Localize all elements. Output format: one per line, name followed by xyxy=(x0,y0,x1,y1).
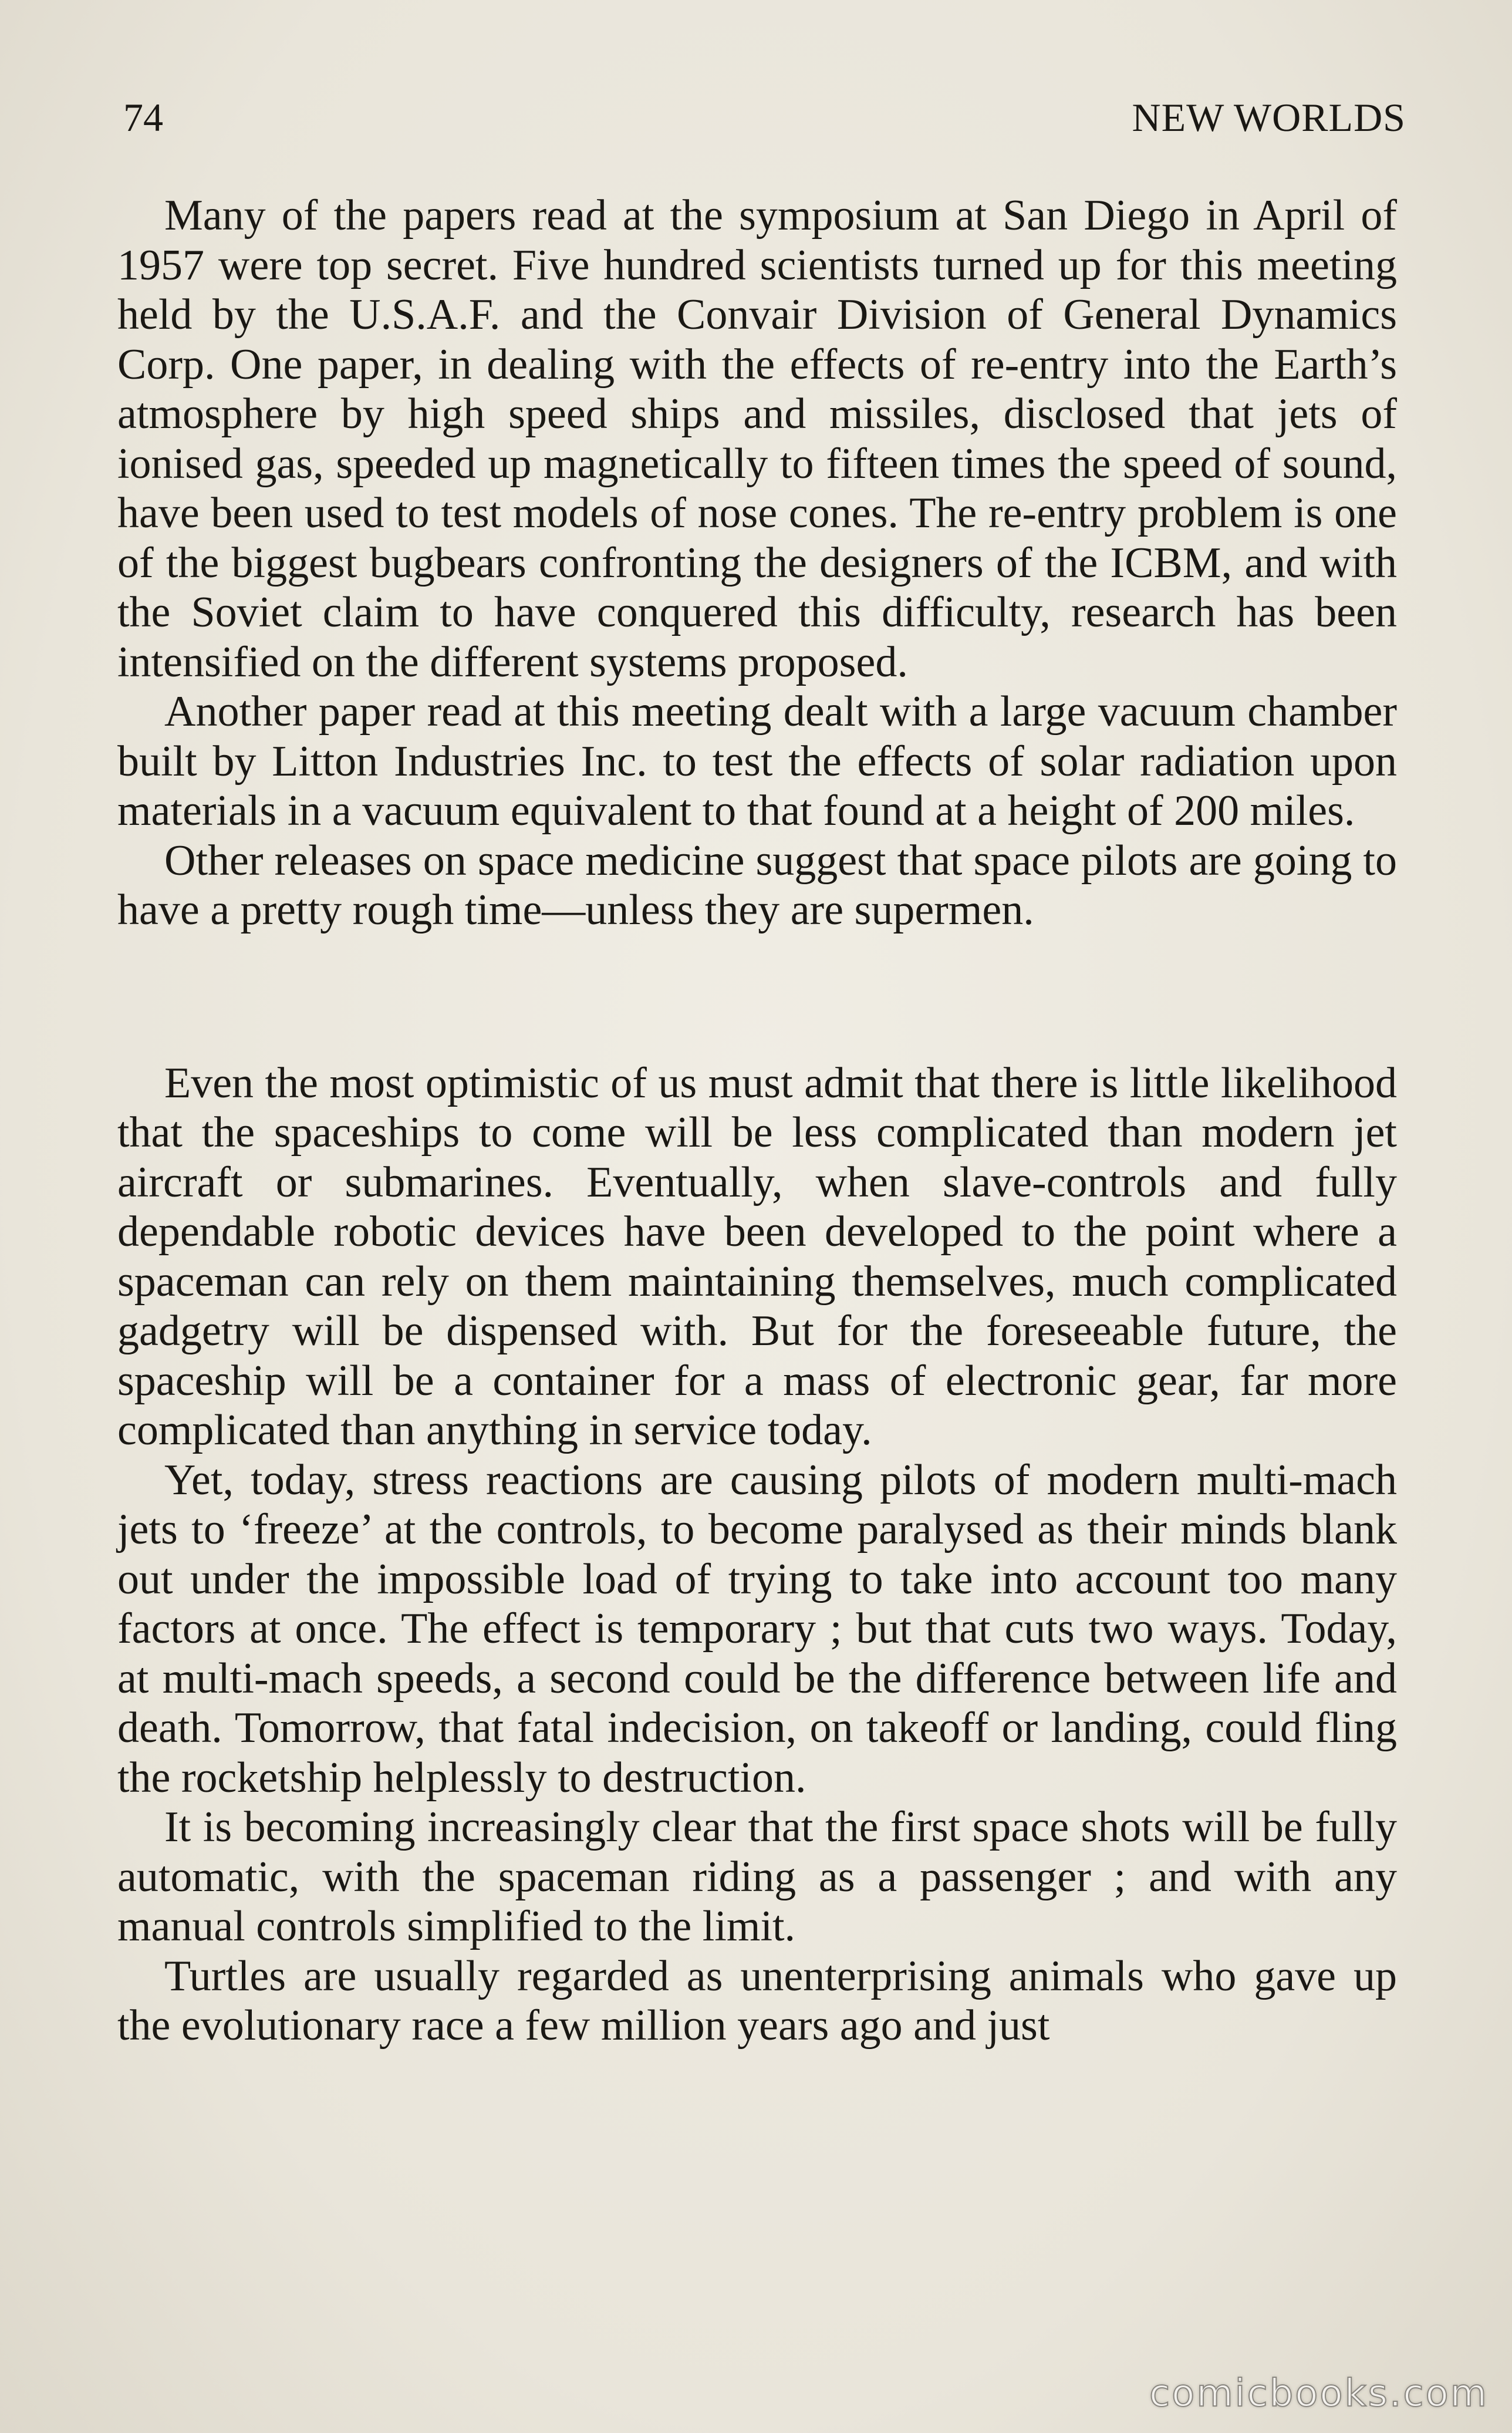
section-break xyxy=(117,935,1397,1059)
paragraph-automatic-shots: It is becoming increasingly clear that the first space shots will be fully automatic, with the spaceman riding as a passenger ; and with any manual controls simplified to the limit. xyxy=(117,1803,1397,1950)
site-watermark: comicbooks.com xyxy=(1149,2372,1489,2415)
paragraph-stress-reactions: Yet, today, stress reactions are causing pilots of modern multi-mach jets to ‘freeze’ at the controls, to become paralysed as their minds blank out under the impossible load of trying to take into account too many factors at once. The effect is temporary ; but that cuts two ways. Today, at multi-mach speeds, a second could be the difference between life and death. Tomorrow, that fatal indecision, on takeoff or landing, could fling the rocketship helplessly to destruction. xyxy=(117,1455,1397,1802)
paragraph-symposium: Many of the papers read at the symposium at San Diego in April of 1957 were top secret. Five hundred scientists turned up for this meeting held by the U.S.A.F. and the Convair Division of General Dynamics Corp. One paper, in dealing with the effects of re-entry into the Earth’s atmosphere by high speed ships and missiles, disclosed that jets of ionised gas, speeded up magnetically to fifteen times the speed of sound, have been used to test models of nose cones. The re-entry problem is one of the biggest bugbears confronting the designers of the ICBM, and with the Soviet claim to have conquered this difficulty, research has been intensified on the different systems proposed. xyxy=(117,191,1397,686)
paragraph-spaceship-complexity: Even the most optimistic of us must admit that there is little likelihood that the spaceships to come will be less complicated than modern jet aircraft or submarines. Eventually, when slave-controls and fully dependable robotic devices have been developed to the point where a spaceman can rely on them maintaining themselves, much complicated gadgetry will be dispensed with. But for the foreseeable future, the spaceship will be a container for a mass of electronic gear, far more complicated than anything in service today. xyxy=(117,1059,1397,1454)
page-number: 74 xyxy=(123,95,163,140)
paragraph-turtles: Turtles are usually regarded as unenterprising animals who gave up the evolutionary race a few million years ago and just xyxy=(117,1952,1397,2050)
magazine-title: NEW WORLDS xyxy=(1132,95,1406,140)
running-head xyxy=(123,88,1406,147)
article-body xyxy=(117,191,1397,2051)
paragraph-vacuum-chamber: Another paper read at this meeting dealt with a large vacuum chamber built by Litton Industries Inc. to test the effects of solar radiation upon materials in a vacuum equivalent to that found at a height of 200 miles. xyxy=(117,688,1397,835)
paragraph-space-medicine: Other releases on space medicine suggest that space pilots are going to have a pretty rough time—unless they are supermen. xyxy=(117,836,1397,934)
